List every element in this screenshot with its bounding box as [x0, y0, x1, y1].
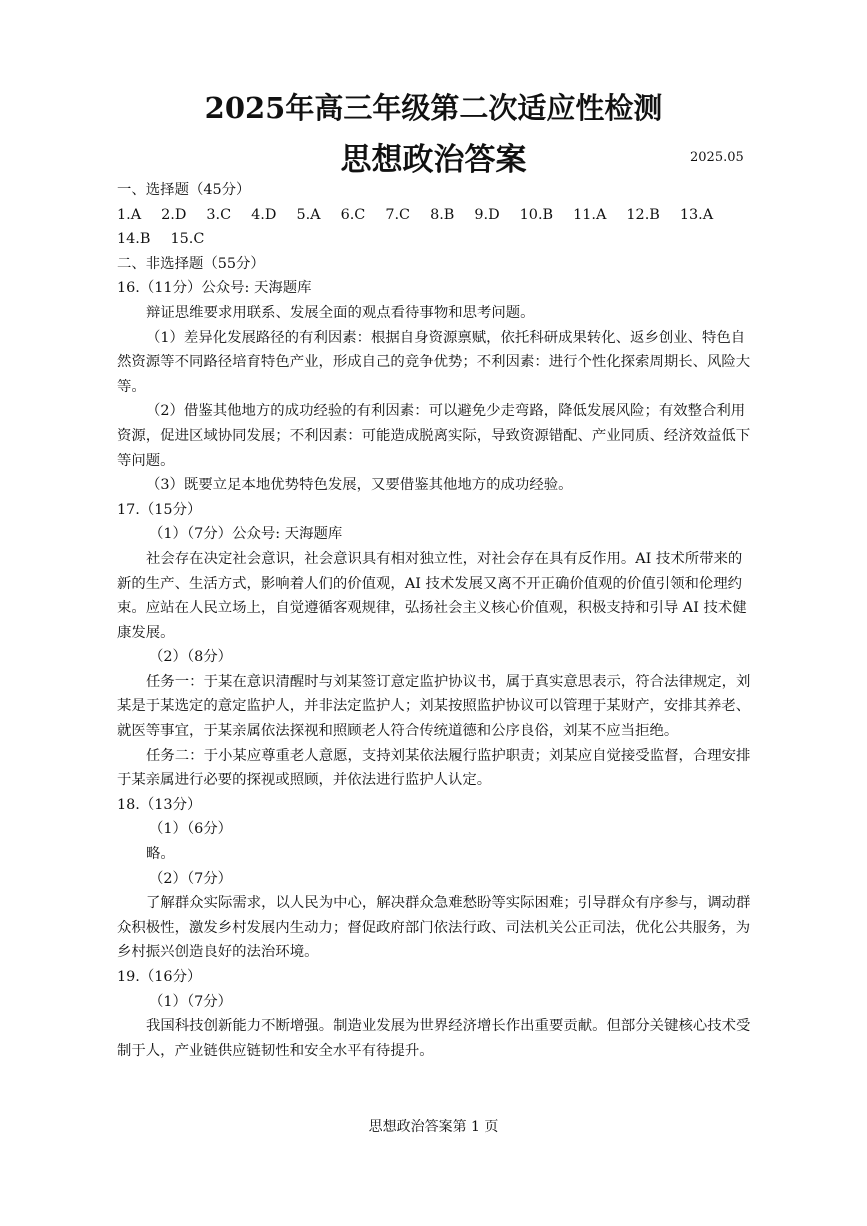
question-19-answer1: 我国科技创新能力不断增强。制造业发展为世界经济增长作出重要贡献。但部分关键核心技术受制于人，产业链供应链韧性和安全水平有待提升。 [117, 1018, 751, 1059]
choice-answer: 8.B [430, 206, 455, 223]
question-18-heading: 18.（13分） [117, 796, 202, 813]
question-17-sub1: （1）（7分）公众号: 天海题库 [149, 526, 343, 543]
document-subtitle: 思想政治答案 [340, 142, 527, 178]
question-16-intro: 辩证思维要求用联系、发展全面的观点看待事物和思考问题。 [146, 304, 535, 321]
document-date: 2025.05 [690, 150, 744, 165]
choice-answer: 4.D [251, 206, 277, 223]
document-body [117, 178, 753, 1063]
question-18-sub1: （1）（6分） [149, 821, 233, 838]
page-footer: 思想政治答案第 1 页 [368, 1119, 499, 1135]
question-17-answer1: 社会存在决定社会意识，社会意识具有相对独立性，对社会存在具有反作用。AI 技术所带来的新的生产、生活方式，影响着人们的价值观，AI 技术发展又离不开正确价值观的价值引领和伦理约束。应站在人民立场上，自觉遵循客观规律，弘扬社会主义核心价值观，积极支持和引导 AI 技术健康发展。 [117, 550, 747, 641]
choice-answer: 6.C [340, 206, 366, 223]
section-heading-nonchoice: 二、非选择题（55分） [117, 255, 265, 272]
choice-answer: 13.A [679, 206, 714, 223]
choice-answer: 15.C [170, 231, 205, 248]
question-19-sub1: （1）（7分） [149, 993, 233, 1010]
choice-answer: 14.B [117, 231, 151, 248]
question-18-answer1: 略。 [146, 846, 175, 863]
section-heading-choice: 一、选择题（45分） [117, 182, 251, 198]
question-16-heading: 16.（11分）公众号: 天海题库 [117, 280, 312, 297]
question-16-part1: （1）差异化发展路径的有利因素：根据自身资源禀赋，依托科研成果转化、返乡创业、特色自然资源等不同路径培育特色产业，形成自己的竞争优势；不利因素：进行个性化探索周期长、风险大等。 [117, 329, 751, 395]
question-16-part3: （3）既要立足本地优势特色发展，又要借鉴其他地方的成功经验。 [146, 477, 573, 494]
question-19-heading: 19.（16分） [117, 969, 202, 985]
choice-answer-list [117, 203, 753, 252]
question-17-task1: 任务一：于某在意识清醒时与刘某签订意定监护协议书，属于真实意思表示，符合法律规定，刘某是于某选定的意定监护人，并非法定监护人；刘某按照监护协议可以管理于某财产，安排其养老、就医等事宜，于某亲属依法探视和照顾老人符合传统道德和公序良俗，刘某不应当拒绝。 [117, 673, 751, 740]
question-18-answer2: 了解群众实际需求，以人民为中心，解决群众急难愁盼等实际困难；引导群众有序参与，调动群众积极性，激发乡村发展内生动力；督促政府部门依法行政、司法机关公正司法，优化公共服务，为乡村振兴创造良好的法治环境。 [117, 895, 751, 961]
choice-answer: 11.A [573, 206, 607, 223]
choice-answer: 5.A [296, 206, 321, 223]
choice-answer: 2.D [161, 206, 187, 223]
question-17-heading: 17.（15分） [117, 501, 202, 518]
choice-answer: 7.C [385, 206, 411, 223]
document-title: 2025年高三年级第二次适应性检测 [204, 91, 663, 125]
choice-answer: 1.A [117, 206, 142, 223]
question-16-part2: （2）借鉴其他地方的成功经验的有利因素：可以避免少走弯路，降低发展风险；有效整合利用资源，促进区域协同发展；不利因素：可能造成脱离实际，导致资源错配、产业同质、经济效益低下等问题。 [117, 403, 751, 469]
question-17-sub2: （2）（8分） [149, 649, 233, 666]
choice-answer: 10.B [519, 206, 554, 223]
choice-answer: 9.D [474, 206, 500, 223]
question-17-task2: 任务二：于小某应尊重老人意愿，支持刘某依法履行监护职责；刘某应自觉接受监督，合理安排于某亲属进行必要的探视或照顾，并依法进行监护人认定。 [117, 747, 751, 789]
choice-answer: 3.C [206, 206, 232, 223]
choice-answer: 12.B [626, 206, 660, 223]
question-18-sub2: （2）（7分） [149, 870, 233, 887]
